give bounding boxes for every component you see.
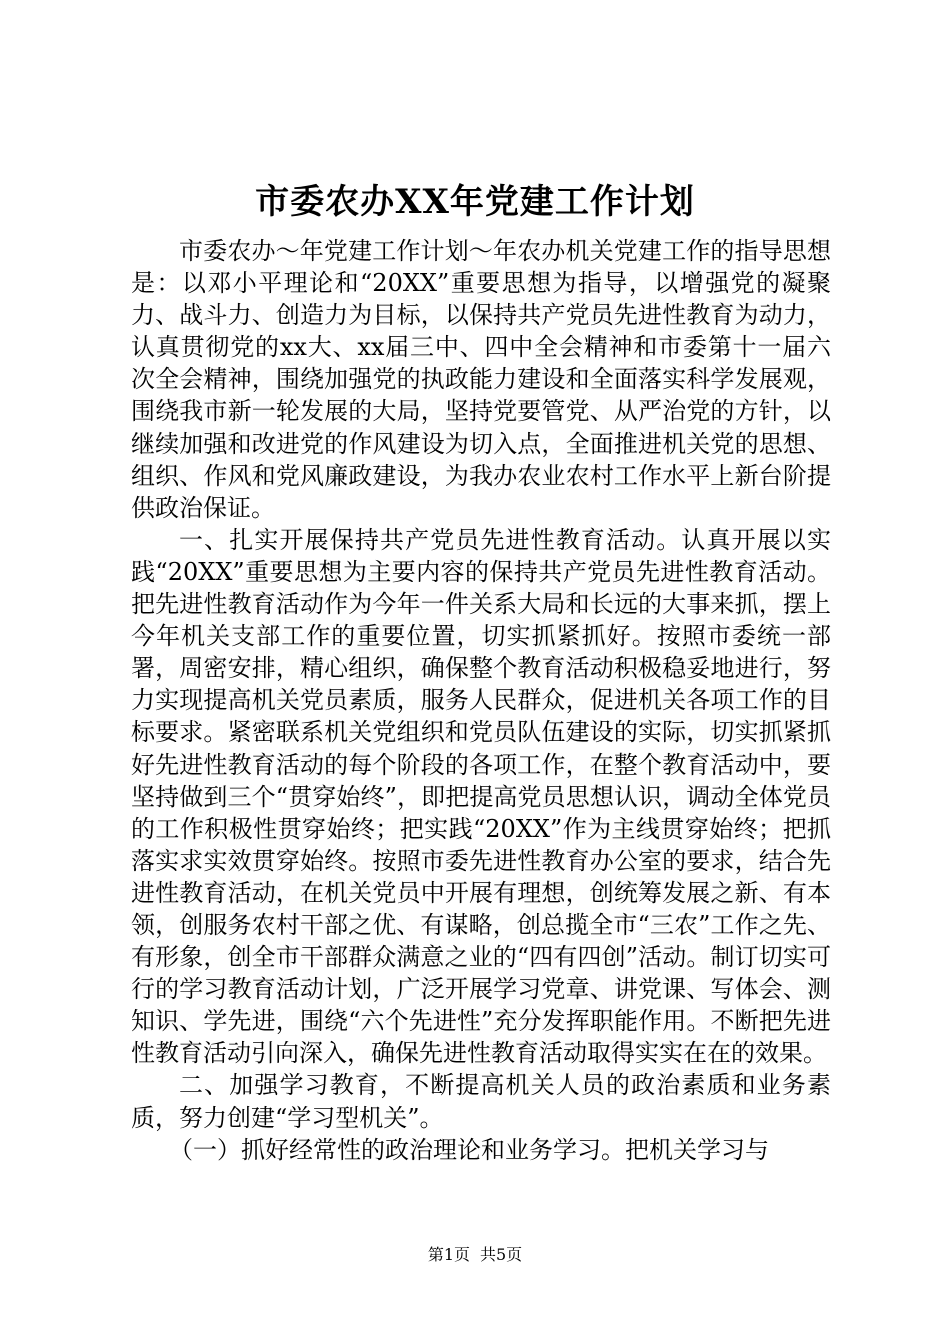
document-title: 市委农办XX年党建工作计划 bbox=[255, 182, 695, 222]
page-total: 共5页 bbox=[480, 1245, 523, 1264]
document-body bbox=[131, 235, 831, 1166]
paragraph-section-1: 一、扎实开展保持共产党员先进性教育活动。认真开展以实践“20XX”重要思想为主要内容的保持共产党员先进性教育活动。把先进性教育活动作为今年一件关系大局和长远的大事来抓，摆上今年机关支部工作的重要位置，切实抓紧抓好。按照市委统一部署，周密安排，精心组织，确保整个教育活动积极稳妥地进行，努力实现提高机关党员素质，服务人民群众，促进机关各项工作的目标要求。紧密联系机关党组织和党员队伍建设的实际，切实抓紧抓好先进性教育活动的每个阶段的各项工作，在整个教育活动中，要坚持做到三个“贯穿始终”，即把提高党员思想认识，调动全体党员的工作积极性贯穿始终；把实践“20XX”作为主线贯穿始终；把抓落实求实效贯穿始终。按照市委先进性教育办公室的要求，结合先进性教育活动，在机关党员中开展有理想，创统筹发展之新、有本领，创服务农村干部之优、有谋略，创总揽全市“三农”工作之先、有形象，创全市干部群众满意之业的“四有四创”活动。制订切实可行的学习教育活动计划，广泛开展学习党章、讲党课、写体会、测知识、学先进，围绕“六个先进性”充分发挥职能作用。不断把先进性教育活动引向深入，确保先进性教育活动取得实实在在的效果。 bbox=[131, 525, 831, 1068]
paragraph-section-2: 二、加强学习教育，不断提高机关人员的政治素质和业务素质，努力创建“学习型机关”。 bbox=[131, 1071, 831, 1132]
page-number: 第1页 bbox=[427, 1245, 470, 1264]
page-footer bbox=[0, 1244, 950, 1266]
paragraph-subsection-1: （一）抓好经常性的政治理论和业务学习。把机关学习与 bbox=[169, 1135, 769, 1164]
paragraph-intro: 市委农办～年党建工作计划～年农办机关党建工作的指导思想是：以邓小平理论和“20XX”重要思想为指导，以增强党的凝聚力、战斗力、创造力为目标，以保持共产党员先进性教育为动力，认真贯彻党的xx大、xx届三中、四中全会精神和市委第十一届六次全会精神，围绕加强党的执政能力建设和全面落实科学发展观，围绕我市新一轮发展的大局，坚持党要管党、从严治党的方针，以继续加强和改进党的作风建设为切入点，全面推进机关党的思想、组织、作风和党风廉政建设，为我办农业农村工作水平上新台阶提供政治保证。 bbox=[131, 237, 831, 522]
